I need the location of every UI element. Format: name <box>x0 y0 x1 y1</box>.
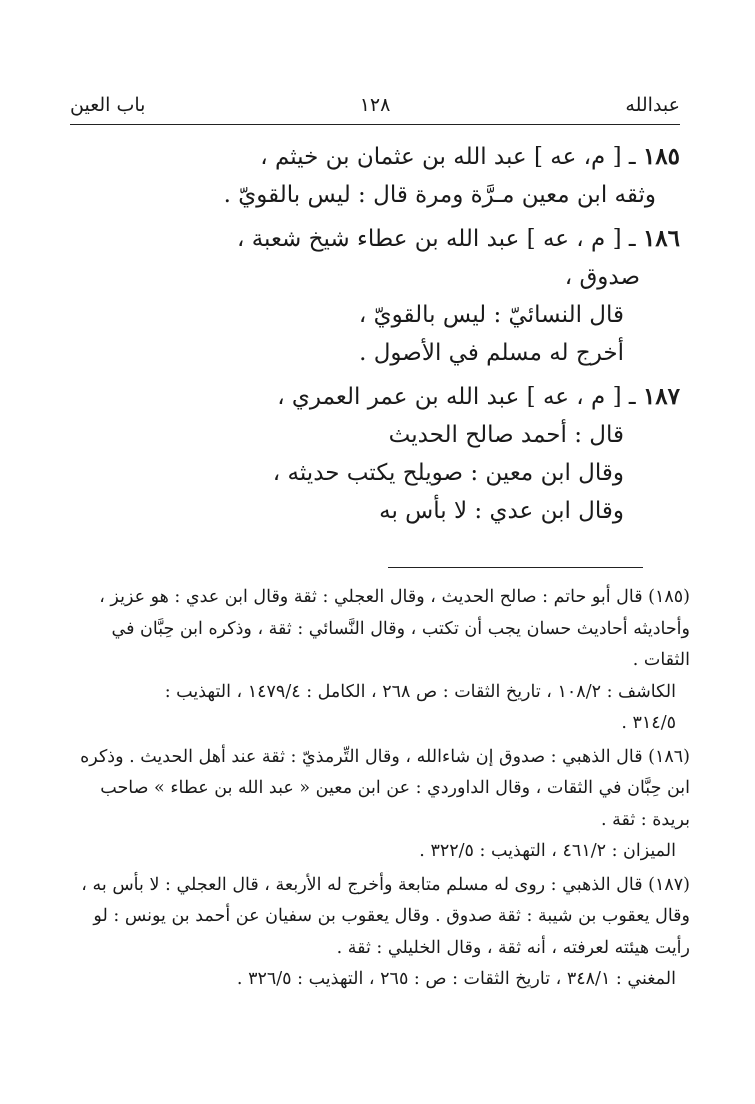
footnotes <box>70 582 690 998</box>
entry-number: ١٨٥ <box>642 143 680 170</box>
footnote-separator <box>388 567 643 568</box>
main-text <box>70 138 680 536</box>
entry-number: ١٨٦ <box>642 225 680 252</box>
footnote-line: ٣١٤/٥ . <box>621 713 676 733</box>
footnote-line: رأيت هيئته لعرفته ، أنه ثقة ، وقال الخليلي : ثقة . <box>336 937 690 958</box>
entry-line: قال : أحمد صالح الحديث <box>388 422 624 448</box>
entry-185 <box>70 138 680 214</box>
footnote-line: (١٨٥) قال أبو حاتم : صالح الحديث ، وقال العجلي : ثقة وقال ابن عدي : هو عزيز ، <box>99 587 690 607</box>
footnote-line: الميزان : ٤٦١/٢ ، التهذيب : ٣٢٢/٥ . <box>419 841 676 861</box>
footnote-line: (١٨٦) قال الذهبي : صدوق إن شاءالله ، وقال التِّرمذيّ : ثقة عند أهل الحديث . وذكره <box>80 746 690 767</box>
footnote-line: الثقات . <box>632 650 690 670</box>
entry-heading <box>70 138 680 176</box>
entry-186 <box>70 220 680 372</box>
entry-heading-text: ـ [ م ، عه ] عبد الله بن عطاء شيخ شعبة ، <box>236 226 643 252</box>
entry-line: وقال ابن معين : صويلح يكتب حديثه ، <box>272 460 624 486</box>
footnote-line: المغني : ٣٤٨/١ ، تاريخ الثقات : ص : ٢٦٥ ، التهذيب : ٣٢٦/٥ . <box>236 969 676 989</box>
footnote-185 <box>70 582 690 740</box>
entry-line: صدوق ، <box>564 264 640 290</box>
footnote-186 <box>70 742 690 868</box>
footnote-line: (١٨٧) قال الذهبي : روى له مسلم متابعة وأخرج له الأربعة ، قال العجلي : لا بأس به ، <box>81 874 690 895</box>
footnote-line: بريدة : ثقة . <box>600 809 690 830</box>
footnote-line: الكاشف : ١٠٨/٢ ، تاريخ الثقات : ص ٢٦٨ ، الكامل : ١٤٧٩/٤ ، التهذيب : <box>164 681 676 702</box>
entry-heading-text: ـ [ م ، عه ] عبد الله بن عمر العمري ، <box>277 384 643 410</box>
header-rule <box>70 124 680 125</box>
right-running-title: عبدالله <box>625 94 680 116</box>
entry-187 <box>70 378 680 530</box>
page-number: ١٢٨ <box>359 94 391 116</box>
entry-line: وثقه ابن معين مـرَّة ومرة قال : ليس بالقويّ . <box>223 182 656 208</box>
entry-heading-text: ـ [ م، عه ] عبد الله بن عثمان بن خيثم ، <box>260 144 643 170</box>
entry-line: قال النسائيّ : ليس بالقويّ ، <box>358 302 624 328</box>
left-running-title: باب العين <box>70 94 146 116</box>
footnote-line: ابن حِبَّان في الثقات ، وقال الداوردي : عن ابن معين « عبد الله بن عطاء » صاحب <box>100 778 690 798</box>
footnote-line: وقال يعقوب بن شيبة : ثقة صدوق . وقال يعقوب بن سفيان عن أحمد بن يونس : لو <box>93 906 690 926</box>
entry-line: وقال ابن عدي : لا بأس به <box>379 498 624 524</box>
footnote-line: وأحاديثه أحاديث حسان يجب أن تكتب ، وقال النَّسائي : ثقة ، وذكره ابن حِبَّان في <box>111 618 690 639</box>
entry-line: أخرج له مسلم في الأصول . <box>359 340 624 366</box>
footnote-187 <box>70 870 690 996</box>
entry-heading <box>70 378 680 416</box>
entry-heading <box>70 220 680 258</box>
entry-number: ١٨٧ <box>642 383 680 410</box>
running-header <box>70 92 680 122</box>
